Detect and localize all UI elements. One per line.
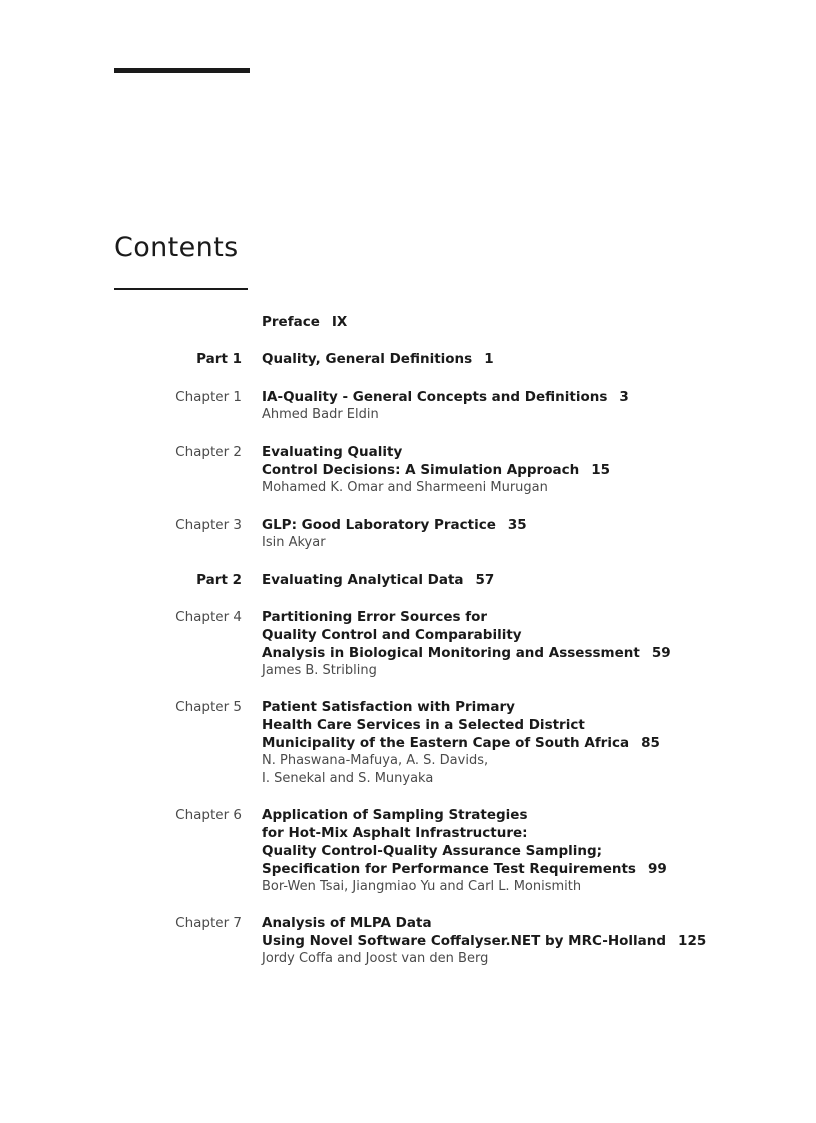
- chapter-authors: Isin Akyar: [262, 535, 326, 550]
- title-divider: [114, 288, 248, 290]
- page-number: 15: [591, 462, 610, 478]
- part-label: Part 2: [196, 572, 242, 588]
- chapter-title-line: Analysis in Biological Monitoring and Assessment 59: [262, 645, 671, 661]
- chapter-title-line: Control Decisions: A Simulation Approach 15: [262, 462, 610, 478]
- chapter-label: Chapter 6: [175, 807, 242, 823]
- page-number: 3: [619, 389, 629, 405]
- chapter-authors: Bor-Wen Tsai, Jiangmiao Yu and Carl L. Monismith: [262, 879, 582, 894]
- page-number: 59: [651, 645, 671, 661]
- part-label: Part 1: [196, 351, 242, 367]
- chapter-title-line: Health Care Services in a Selected District: [262, 717, 585, 733]
- chapter-title-line: Evaluating Quality: [262, 444, 403, 460]
- page-number: 35: [507, 517, 527, 533]
- page-number: IX: [331, 314, 348, 330]
- chapter-authors: James B. Stribling: [262, 663, 377, 678]
- chapter-title-line: Municipality of the Eastern Cape of South Africa 85: [262, 735, 660, 751]
- chapter-authors: Jordy Coffa and Joost van den Berg: [262, 951, 489, 966]
- chapter-label: Chapter 1: [175, 389, 242, 405]
- page-number: 85: [641, 735, 660, 751]
- chapter-title-line: Using Novel Software Coffalyser.NET by MRC-Holland 125: [262, 933, 707, 949]
- top-rule: [114, 68, 250, 73]
- page-number: 1: [484, 351, 494, 367]
- toc-entry-title: [262, 571, 802, 589]
- part-title: Quality, General Definitions: [262, 351, 473, 367]
- chapter-title-line: IA-Quality - General Concepts and Definitions 3: [262, 389, 629, 405]
- page-title: Contents: [114, 232, 239, 263]
- toc-entry-title: [262, 350, 802, 368]
- chapter-authors: I. Senekal and S. Munyaka: [262, 771, 434, 786]
- page-number: 125: [678, 933, 707, 949]
- page-number: 99: [647, 861, 667, 877]
- chapter-title-line: Patient Satisfaction with Primary: [262, 699, 515, 715]
- chapter-title-line: Analysis of MLPA Data: [262, 915, 432, 931]
- chapter-label: Chapter 5: [175, 699, 242, 715]
- chapter-title-line: Application of Sampling Strategies: [262, 807, 528, 823]
- part-title: Evaluating Analytical Data: [262, 572, 464, 588]
- chapter-label: Chapter 4: [175, 609, 242, 625]
- chapter-authors: N. Phaswana-Mafuya, A. S. Davids,: [262, 753, 489, 768]
- chapter-title-line: Quality Control and Comparability: [262, 627, 522, 643]
- chapter-authors: Mohamed K. Omar and Sharmeeni Murugan: [262, 480, 548, 495]
- chapter-authors: Ahmed Badr Eldin: [262, 407, 379, 422]
- page-number: 57: [475, 572, 495, 588]
- preface-title: Preface: [262, 314, 320, 330]
- chapter-label: Chapter 3: [175, 517, 242, 533]
- chapter-title-line: Partitioning Error Sources for: [262, 609, 488, 625]
- chapter-label: Chapter 7: [175, 915, 242, 931]
- chapter-title-line: Specification for Performance Test Requirements 99: [262, 861, 667, 877]
- chapter-title-line: Quality Control-Quality Assurance Sampling;: [262, 843, 603, 859]
- chapter-title-line: for Hot-Mix Asphalt Infrastructure:: [262, 825, 528, 841]
- chapter-label: Chapter 2: [175, 444, 242, 460]
- toc-entry-title: [262, 313, 802, 331]
- chapter-title-line: GLP: Good Laboratory Practice 35: [262, 517, 527, 533]
